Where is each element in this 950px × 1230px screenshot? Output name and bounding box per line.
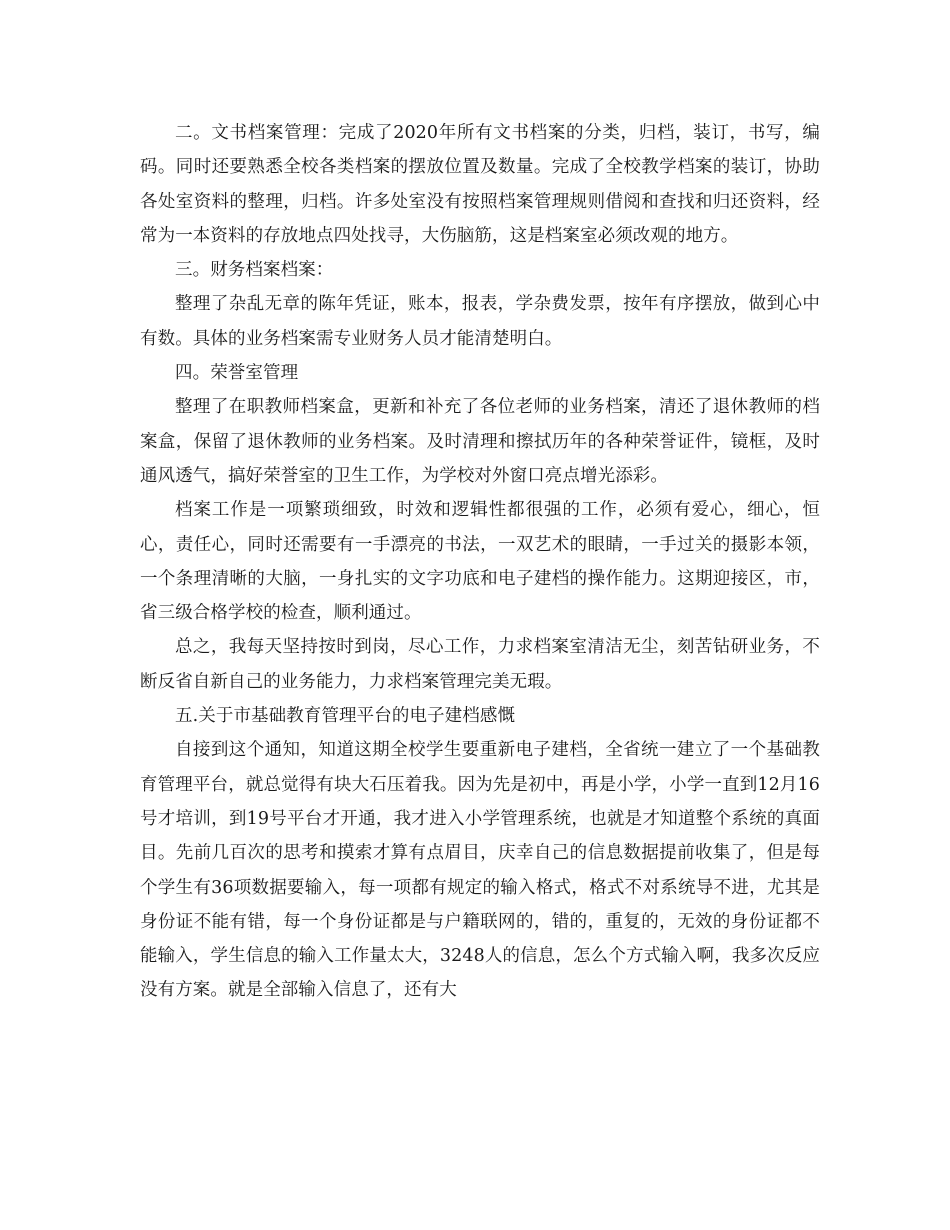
- heading-honor-room: 四。荣誉室管理: [175, 363, 299, 384]
- paragraph-summary: 总之，我每天坚持按时到岗，尽心工作，力求档案室清洁无尘，刻苦钻研业务，不断反省自新自己的业务能力，力求档案管理完美无瑕。: [140, 637, 820, 692]
- paragraph-electronic-records: 自接到这个通知，知道这期全校学生要重新电子建档，全省统一建立了一个基础教育管理平台，就总觉得有块大石压着我。因为先是初中，再是小学，小学一直到12月16号才培训，到19号平台才开通，我才进入小学管理系统，也就是才知道整个系统的真面目。先前几百次的思考和摸索才算有点眉目，庆幸自己的信息数据提前收集了，但是每个学生有36项数据要输入，每一项都有规定的输入格式，格式不对系统导不进，尤其是身份证不能有错，每一个身份证都是与户籍联网的，错的，重复的，无效的身份证都不能输入，学生信息的输入工作量太大，3248人的信息，怎么个方式输入啊，我多次反应没有方案。就是全部输入信息了，还有大: [140, 740, 820, 1001]
- document-body: [140, 116, 820, 1008]
- paragraph-finance-archives: 整理了杂乱无章的陈年凭证，账本，报表，学杂费发票，按年有序摆放，做到心中有数。具体的业务档案需专业财务人员才能清楚明白。: [140, 294, 820, 349]
- heading-electronic-records: 五.关于市基础教育管理平台的电子建档感慨: [175, 706, 516, 727]
- heading-finance-archives: 三。财务档案档案：: [175, 260, 334, 281]
- paragraph-archive-work: 档案工作是一项繁琐细致，时效和逻辑性都很强的工作，必须有爱心，细心，恒心，责任心，同时还需要有一手漂亮的书法，一双艺术的眼睛，一手过关的摄影本领，一个条理清晰的大脑，一身扎实的文字功底和电子建档的操作能力。这期迎接区，市，省三级合格学校的检查，顺利通过。: [140, 500, 820, 624]
- paragraph-honor-room: 整理了在职教师档案盒，更新和补充了各位老师的业务档案，清还了退休教师的档案盒，保留了退休教师的业务档案。及时清理和擦拭历年的各种荣誉证件，镜框，及时通风透气，搞好荣誉室的卫生工作，为学校对外窗口亮点增光添彩。: [140, 397, 820, 486]
- paragraph-archive-management: 二。文书档案管理：完成了2020年所有文书档案的分类，归档，装订，书写，编码。同时还要熟悉全校各类档案的摆放位置及数量。完成了全校教学档案的装订，协助各处室资料的整理，归档。许多处室没有按照档案管理规则借阅和查找和归还资料，经常为一本资料的存放地点四处找寻，大伤脑筋，这是档案室必须改观的地方。: [140, 123, 820, 246]
